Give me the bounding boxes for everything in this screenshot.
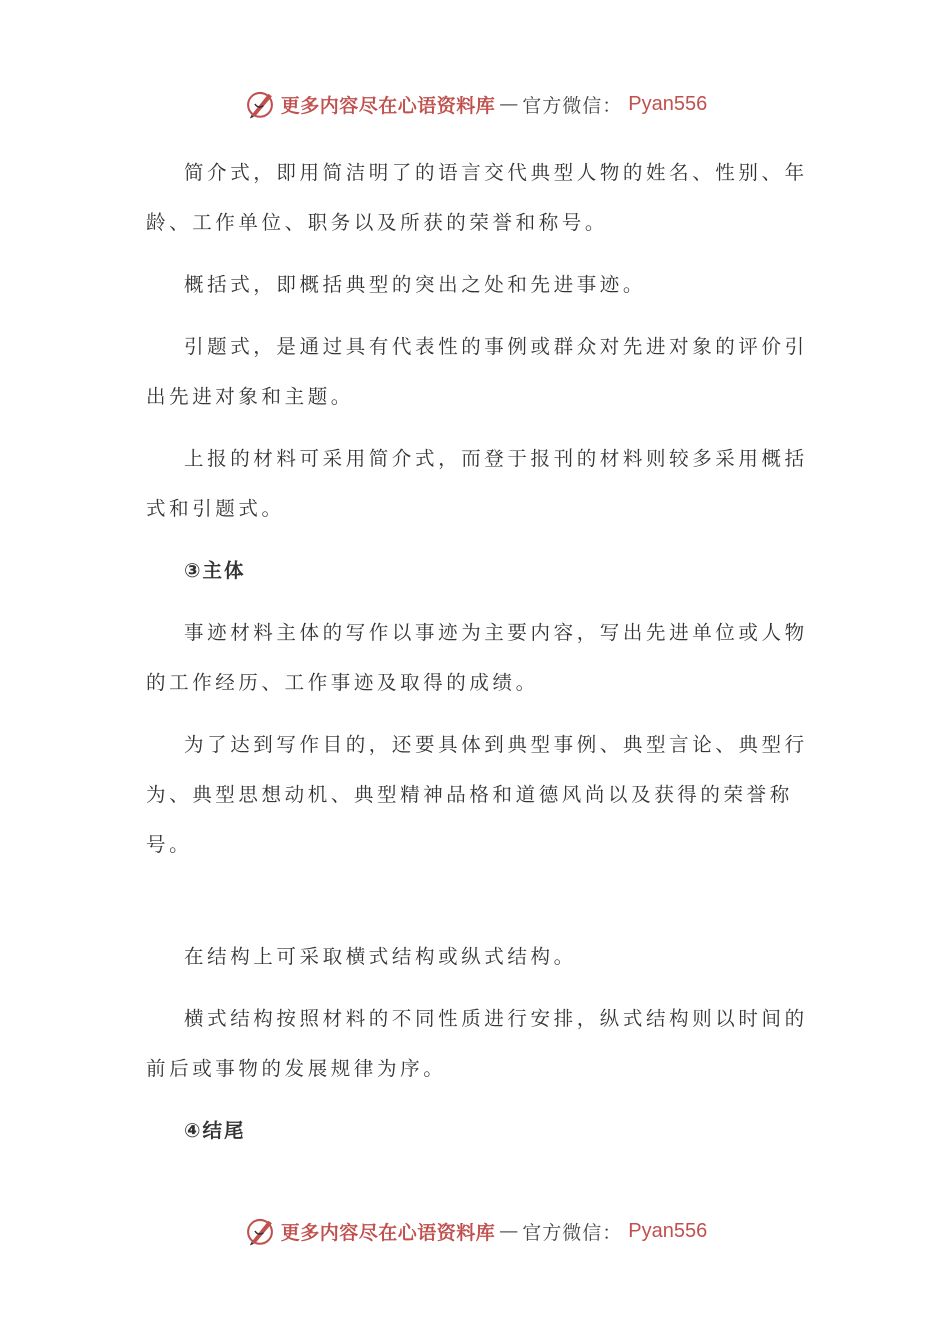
header-banner [0, 84, 950, 124]
section-heading-body: ③主体 [184, 559, 246, 582]
paragraph-structure-types: 横式结构按照材料的不同性质进行安排，纵式结构则以时间的前后或事物的发展规律为序。 [146, 1007, 808, 1080]
paragraph-report-usage: 上报的材料可采用简介式，而登于报刊的材料则较多采用概括式和引题式。 [146, 447, 808, 520]
footer-banner-wechat-id: Pyan556 [628, 1219, 708, 1242]
document-body [146, 148, 818, 1168]
pen-logo-icon [243, 1214, 277, 1248]
footer-banner [0, 1211, 950, 1251]
section-heading-ending: ④结尾 [184, 1119, 246, 1142]
paragraph-structure: 在结构上可采取横式结构或纵式结构。 [184, 945, 577, 968]
header-banner-content [243, 87, 708, 121]
header-banner-wechat-id: Pyan556 [628, 92, 708, 115]
paragraph-lead-style: 引题式，是通过具有代表性的事例或群众对先进对象的评价引出先进对象和主题。 [146, 335, 808, 408]
footer-banner-wechat-label: 官方微信： [522, 1221, 623, 1244]
header-banner-title: 更多内容尽在心语资料库 [280, 94, 496, 117]
paragraph-body-content: 事迹材料主体的写作以事迹为主要内容，写出先进单位或人物的工作经历、工作事迹及取得的成绩。 [146, 621, 808, 694]
blank-line [146, 882, 818, 932]
pen-logo-icon [243, 87, 277, 121]
header-banner-wechat-label: 官方微信： [522, 94, 623, 117]
header-banner-dash: — [499, 93, 519, 115]
paragraph-summary-style: 概括式，即概括典型的突出之处和先进事迹。 [184, 273, 647, 296]
footer-banner-content [243, 1214, 708, 1248]
paragraph-body-purpose: 为了达到写作目的，还要具体到典型事例、典型言论、典型行为、典型思想动机、典型精神品格和道德风尚以及获得的荣誉称号。 [146, 733, 808, 856]
footer-banner-title: 更多内容尽在心语资料库 [280, 1221, 496, 1244]
footer-banner-dash: — [499, 1220, 519, 1242]
paragraph-intro-style: 简介式，即用简洁明了的语言交代典型人物的姓名、性别、年龄、工作单位、职务以及所获的荣誉和称号。 [146, 161, 808, 234]
